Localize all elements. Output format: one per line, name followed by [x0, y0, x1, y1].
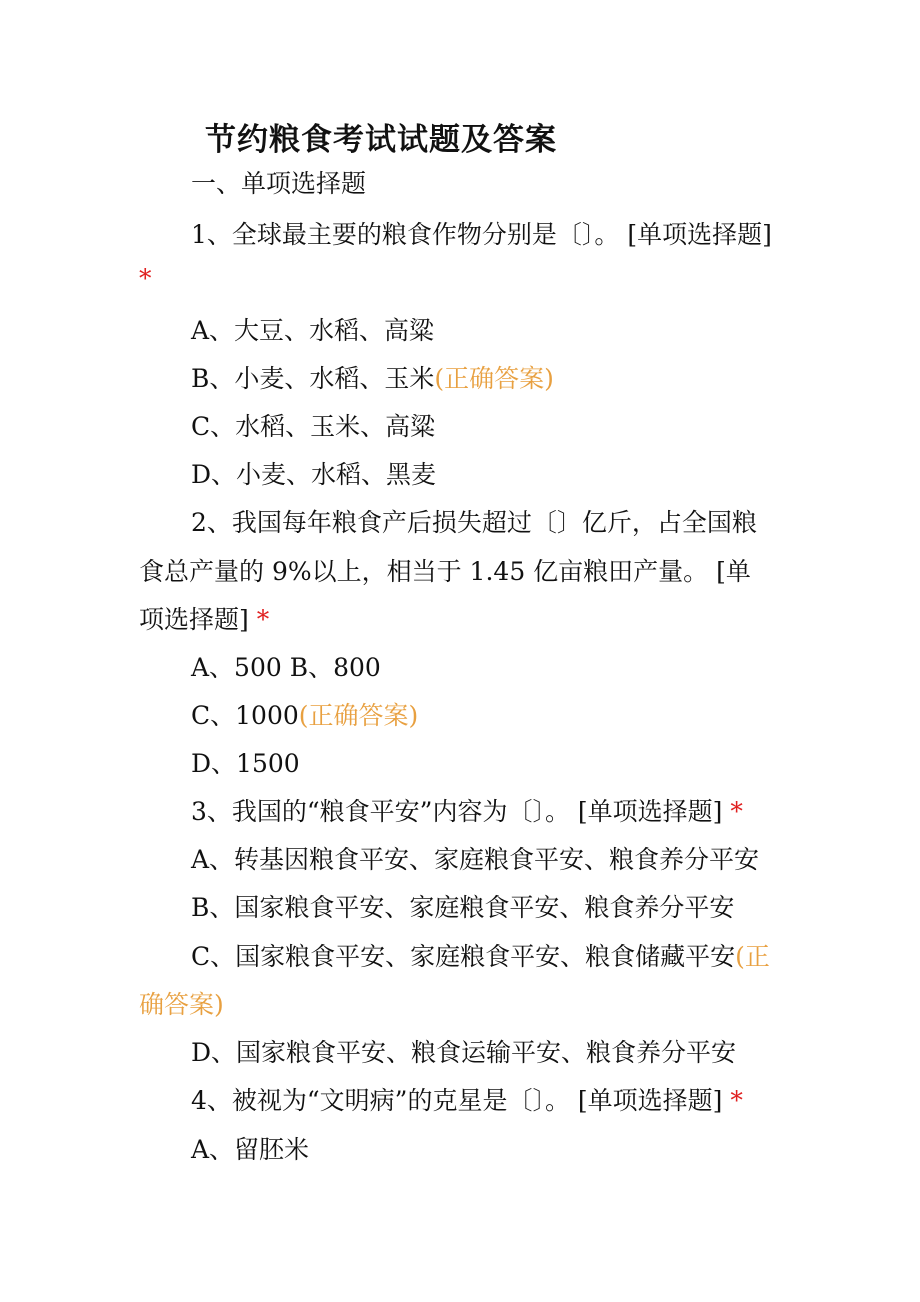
question-3 [191, 795, 743, 829]
correct-answer-mark-part-2: 确答案) [139, 990, 224, 1019]
page-title: 节约粮食考试试题及答案 [205, 122, 557, 158]
required-asterisk: * [139, 264, 152, 293]
question-3-option-b: B、国家粮食平安、家庭粮食平安、粮食养分平安 [191, 893, 735, 922]
question-2-option-d: D、1500 [191, 749, 300, 778]
question-3-option-d: D、国家粮食平安、粮食运输平安、粮食养分平安 [191, 1038, 737, 1067]
required-asterisk: * [730, 1086, 743, 1115]
correct-answer-mark: (正确答案) [298, 701, 419, 730]
question-2-option-c [191, 699, 418, 733]
section-heading: 一、单项选择题 [191, 169, 367, 198]
required-asterisk: * [256, 605, 270, 634]
question-3-option-a: A、转基因粮食平安、家庭粮食平安、粮食养分平安 [191, 845, 760, 874]
option-text: C、国家粮食平安、家庭粮食平安、粮食储藏平安 [191, 942, 736, 971]
question-2-line-1: 2、我国每年粮食产后损失超过〔〕亿斤，占全国粮 [191, 508, 757, 537]
question-4-text: 4、被视为“文明病”的克星是〔〕。 [单项选择题] [191, 1086, 723, 1115]
question-1-option-d: D、小麦、水稻、黑麦 [191, 460, 437, 489]
question-3-text: 3、我国的“粮食平安”内容为〔〕。 [单项选择题] [191, 797, 723, 826]
question-1-required [139, 262, 152, 296]
question-3-option-c-continued [139, 988, 224, 1022]
question-2-option-ab: A、500 B、800 [191, 653, 381, 682]
question-2-line-3 [139, 603, 269, 637]
question-1 [191, 218, 772, 252]
question-1-option-c: C、水稻、玉米、高粱 [191, 412, 436, 441]
question-4 [191, 1084, 743, 1118]
question-1-option-a: A、大豆、水稻、高粱 [191, 316, 435, 345]
question-1-option-b [191, 362, 554, 396]
correct-answer-mark: (正确答案) [434, 364, 554, 393]
question-4-option-a: A、留胚米 [191, 1135, 310, 1164]
question-2-text-end: 项选择题] [139, 605, 249, 634]
correct-answer-mark-part-1: (正 [735, 942, 770, 971]
question-3-option-c [191, 940, 770, 974]
question-2-line-2: 食总产量的 9%以上，相当于 1.45 亿亩粮田产量。 [单 [139, 557, 751, 586]
option-text: B、小麦、水稻、玉米 [191, 364, 435, 393]
option-text: C、1000 [191, 701, 299, 730]
required-asterisk: * [730, 797, 743, 826]
question-1-text: 1、全球最主要的粮食作物分别是〔〕。 [单项选择题] [191, 220, 772, 249]
